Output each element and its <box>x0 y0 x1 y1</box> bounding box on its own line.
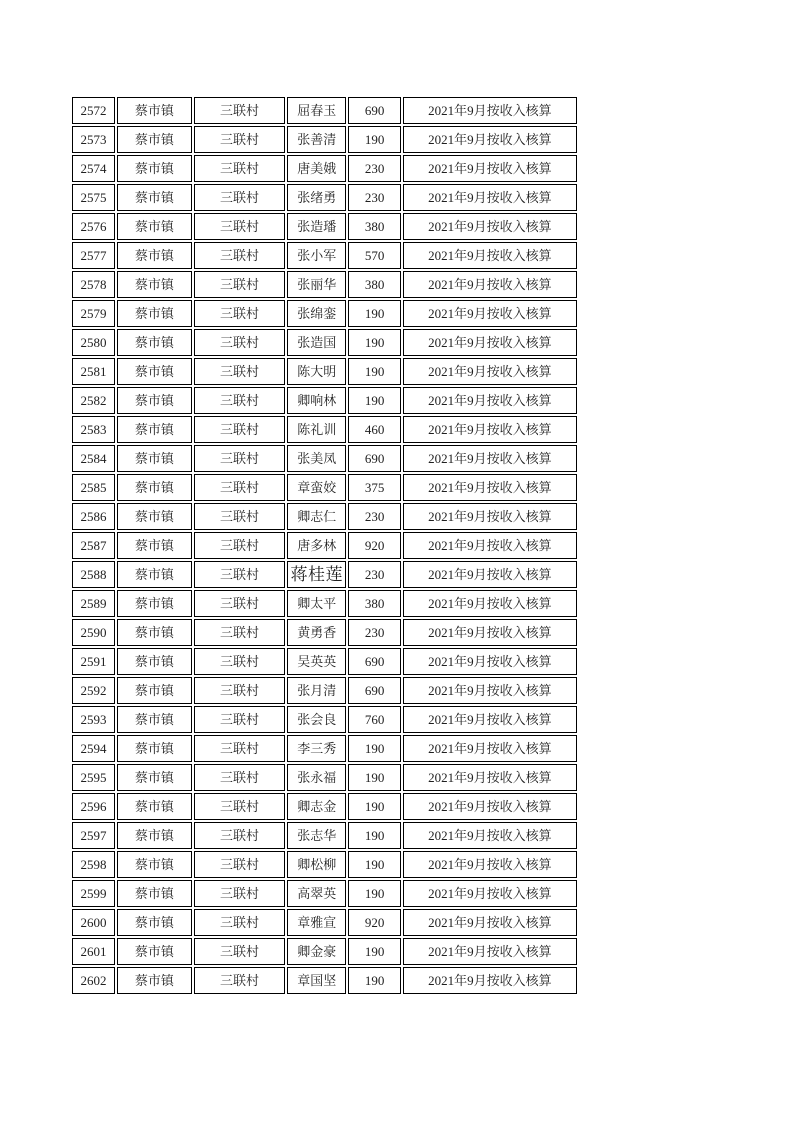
cell-village: 三联村 <box>194 271 285 298</box>
cell-village: 三联村 <box>194 677 285 704</box>
cell-amount: 190 <box>348 764 400 791</box>
cell-person-name: 张月清 <box>287 677 346 704</box>
cell-serial-number: 2577 <box>72 242 115 269</box>
cell-person-name: 卿金豪 <box>287 938 346 965</box>
cell-amount: 190 <box>348 300 400 327</box>
table-row <box>72 445 577 472</box>
cell-person-name: 张永福 <box>287 764 346 791</box>
cell-person-name: 张志华 <box>287 822 346 849</box>
cell-remark: 2021年9月按收入核算 <box>403 184 577 211</box>
cell-amount: 230 <box>348 155 400 182</box>
cell-amount: 190 <box>348 967 400 994</box>
cell-town: 蔡市镇 <box>117 126 192 153</box>
cell-serial-number: 2580 <box>72 329 115 356</box>
cell-village: 三联村 <box>194 793 285 820</box>
cell-serial-number: 2596 <box>72 793 115 820</box>
cell-amount: 190 <box>348 793 400 820</box>
cell-remark: 2021年9月按收入核算 <box>403 967 577 994</box>
cell-town: 蔡市镇 <box>117 242 192 269</box>
table-row <box>72 271 577 298</box>
cell-town: 蔡市镇 <box>117 97 192 124</box>
cell-serial-number: 2588 <box>72 561 115 588</box>
cell-village: 三联村 <box>194 648 285 675</box>
cell-town: 蔡市镇 <box>117 822 192 849</box>
cell-village: 三联村 <box>194 184 285 211</box>
cell-person-name: 卿响林 <box>287 387 346 414</box>
cell-village: 三联村 <box>194 619 285 646</box>
cell-village: 三联村 <box>194 474 285 501</box>
cell-village: 三联村 <box>194 213 285 240</box>
cell-remark: 2021年9月按收入核算 <box>403 561 577 588</box>
cell-serial-number: 2585 <box>72 474 115 501</box>
cell-village: 三联村 <box>194 532 285 559</box>
table-row <box>72 387 577 414</box>
cell-town: 蔡市镇 <box>117 329 192 356</box>
cell-remark: 2021年9月按收入核算 <box>403 909 577 936</box>
cell-person-name: 章蛮姣 <box>287 474 346 501</box>
cell-serial-number: 2592 <box>72 677 115 704</box>
cell-person-name: 张造国 <box>287 329 346 356</box>
cell-village: 三联村 <box>194 938 285 965</box>
cell-serial-number: 2591 <box>72 648 115 675</box>
cell-person-name: 高翠英 <box>287 880 346 907</box>
cell-town: 蔡市镇 <box>117 271 192 298</box>
cell-serial-number: 2593 <box>72 706 115 733</box>
table-row <box>72 648 577 675</box>
cell-village: 三联村 <box>194 735 285 762</box>
cell-person-name: 卿志金 <box>287 793 346 820</box>
cell-amount: 760 <box>348 706 400 733</box>
cell-remark: 2021年9月按收入核算 <box>403 155 577 182</box>
table-row <box>72 503 577 530</box>
cell-serial-number: 2578 <box>72 271 115 298</box>
cell-person-name: 张会良 <box>287 706 346 733</box>
cell-amount: 190 <box>348 329 400 356</box>
cell-amount: 380 <box>348 213 400 240</box>
cell-village: 三联村 <box>194 851 285 878</box>
cell-remark: 2021年9月按收入核算 <box>403 126 577 153</box>
cell-serial-number: 2583 <box>72 416 115 443</box>
cell-serial-number: 2587 <box>72 532 115 559</box>
cell-serial-number: 2575 <box>72 184 115 211</box>
cell-remark: 2021年9月按收入核算 <box>403 474 577 501</box>
cell-remark: 2021年9月按收入核算 <box>403 97 577 124</box>
table-row <box>72 764 577 791</box>
cell-village: 三联村 <box>194 880 285 907</box>
cell-person-name: 唐美娥 <box>287 155 346 182</box>
cell-serial-number: 2601 <box>72 938 115 965</box>
cell-person-name: 唐多林 <box>287 532 346 559</box>
table-row <box>72 909 577 936</box>
cell-amount: 920 <box>348 532 400 559</box>
cell-amount: 190 <box>348 851 400 878</box>
cell-amount: 380 <box>348 590 400 617</box>
cell-serial-number: 2572 <box>72 97 115 124</box>
cell-remark: 2021年9月按收入核算 <box>403 329 577 356</box>
table-row <box>72 300 577 327</box>
cell-amount: 230 <box>348 619 400 646</box>
cell-person-name: 陈礼训 <box>287 416 346 443</box>
cell-person-name: 章国坚 <box>287 967 346 994</box>
cell-serial-number: 2582 <box>72 387 115 414</box>
cell-person-name: 卿太平 <box>287 590 346 617</box>
cell-village: 三联村 <box>194 126 285 153</box>
cell-amount: 380 <box>348 271 400 298</box>
cell-amount: 460 <box>348 416 400 443</box>
table-row <box>72 358 577 385</box>
cell-person-name: 屈春玉 <box>287 97 346 124</box>
cell-remark: 2021年9月按收入核算 <box>403 242 577 269</box>
cell-remark: 2021年9月按收入核算 <box>403 735 577 762</box>
cell-town: 蔡市镇 <box>117 851 192 878</box>
table-row <box>72 938 577 965</box>
cell-village: 三联村 <box>194 590 285 617</box>
cell-town: 蔡市镇 <box>117 416 192 443</box>
cell-town: 蔡市镇 <box>117 445 192 472</box>
cell-remark: 2021年9月按收入核算 <box>403 445 577 472</box>
cell-serial-number: 2600 <box>72 909 115 936</box>
cell-town: 蔡市镇 <box>117 590 192 617</box>
table-row <box>72 416 577 443</box>
cell-village: 三联村 <box>194 387 285 414</box>
table-row <box>72 561 577 588</box>
cell-town: 蔡市镇 <box>117 532 192 559</box>
cell-serial-number: 2573 <box>72 126 115 153</box>
cell-serial-number: 2595 <box>72 764 115 791</box>
cell-remark: 2021年9月按收入核算 <box>403 300 577 327</box>
cell-serial-number: 2597 <box>72 822 115 849</box>
table-row <box>72 851 577 878</box>
table-row <box>72 474 577 501</box>
cell-remark: 2021年9月按收入核算 <box>403 706 577 733</box>
cell-person-name: 李三秀 <box>287 735 346 762</box>
cell-amount: 190 <box>348 126 400 153</box>
cell-town: 蔡市镇 <box>117 706 192 733</box>
cell-village: 三联村 <box>194 358 285 385</box>
cell-amount: 690 <box>348 648 400 675</box>
cell-serial-number: 2581 <box>72 358 115 385</box>
cell-town: 蔡市镇 <box>117 793 192 820</box>
table-row <box>72 532 577 559</box>
table-row <box>72 184 577 211</box>
cell-serial-number: 2586 <box>72 503 115 530</box>
cell-remark: 2021年9月按收入核算 <box>403 764 577 791</box>
table-row <box>72 793 577 820</box>
cell-amount: 230 <box>348 184 400 211</box>
cell-person-name: 张丽华 <box>287 271 346 298</box>
cell-village: 三联村 <box>194 561 285 588</box>
cell-village: 三联村 <box>194 155 285 182</box>
cell-serial-number: 2602 <box>72 967 115 994</box>
table-row <box>72 619 577 646</box>
table-row <box>72 880 577 907</box>
cell-town: 蔡市镇 <box>117 561 192 588</box>
cell-person-name: 蒋桂莲 <box>287 561 346 588</box>
table-row <box>72 97 577 124</box>
cell-amount: 190 <box>348 880 400 907</box>
cell-amount: 190 <box>348 387 400 414</box>
table-row <box>72 329 577 356</box>
cell-remark: 2021年9月按收入核算 <box>403 213 577 240</box>
cell-amount: 570 <box>348 242 400 269</box>
cell-person-name: 吴英英 <box>287 648 346 675</box>
cell-remark: 2021年9月按收入核算 <box>403 648 577 675</box>
cell-amount: 230 <box>348 503 400 530</box>
cell-person-name: 张绵銮 <box>287 300 346 327</box>
table-row <box>72 213 577 240</box>
cell-town: 蔡市镇 <box>117 184 192 211</box>
cell-remark: 2021年9月按收入核算 <box>403 358 577 385</box>
cell-serial-number: 2590 <box>72 619 115 646</box>
cell-serial-number: 2589 <box>72 590 115 617</box>
cell-amount: 920 <box>348 909 400 936</box>
cell-person-name: 张善清 <box>287 126 346 153</box>
cell-remark: 2021年9月按收入核算 <box>403 416 577 443</box>
cell-village: 三联村 <box>194 503 285 530</box>
cell-village: 三联村 <box>194 300 285 327</box>
cell-person-name: 张小军 <box>287 242 346 269</box>
cell-amount: 690 <box>348 97 400 124</box>
cell-serial-number: 2594 <box>72 735 115 762</box>
cell-town: 蔡市镇 <box>117 764 192 791</box>
cell-town: 蔡市镇 <box>117 967 192 994</box>
cell-remark: 2021年9月按收入核算 <box>403 503 577 530</box>
cell-amount: 190 <box>348 938 400 965</box>
table-row <box>72 126 577 153</box>
cell-remark: 2021年9月按收入核算 <box>403 793 577 820</box>
cell-village: 三联村 <box>194 909 285 936</box>
cell-amount: 190 <box>348 822 400 849</box>
cell-remark: 2021年9月按收入核算 <box>403 532 577 559</box>
cell-person-name: 张造璠 <box>287 213 346 240</box>
cell-remark: 2021年9月按收入核算 <box>403 590 577 617</box>
table-row <box>72 735 577 762</box>
cell-village: 三联村 <box>194 706 285 733</box>
cell-town: 蔡市镇 <box>117 503 192 530</box>
cell-village: 三联村 <box>194 764 285 791</box>
cell-serial-number: 2574 <box>72 155 115 182</box>
cell-village: 三联村 <box>194 329 285 356</box>
table-row <box>72 590 577 617</box>
cell-serial-number: 2579 <box>72 300 115 327</box>
cell-amount: 690 <box>348 445 400 472</box>
records-table <box>70 95 579 996</box>
cell-remark: 2021年9月按收入核算 <box>403 938 577 965</box>
cell-village: 三联村 <box>194 97 285 124</box>
cell-person-name: 卿松柳 <box>287 851 346 878</box>
cell-town: 蔡市镇 <box>117 358 192 385</box>
cell-town: 蔡市镇 <box>117 909 192 936</box>
cell-serial-number: 2576 <box>72 213 115 240</box>
table-row <box>72 677 577 704</box>
cell-amount: 230 <box>348 561 400 588</box>
cell-serial-number: 2584 <box>72 445 115 472</box>
cell-remark: 2021年9月按收入核算 <box>403 851 577 878</box>
cell-remark: 2021年9月按收入核算 <box>403 387 577 414</box>
cell-person-name: 张美凤 <box>287 445 346 472</box>
cell-town: 蔡市镇 <box>117 880 192 907</box>
cell-town: 蔡市镇 <box>117 474 192 501</box>
cell-remark: 2021年9月按收入核算 <box>403 271 577 298</box>
cell-person-name: 章雅宣 <box>287 909 346 936</box>
table-row <box>72 242 577 269</box>
cell-remark: 2021年9月按收入核算 <box>403 822 577 849</box>
cell-person-name: 卿志仁 <box>287 503 346 530</box>
cell-person-name: 陈大明 <box>287 358 346 385</box>
cell-remark: 2021年9月按收入核算 <box>403 880 577 907</box>
cell-amount: 690 <box>348 677 400 704</box>
cell-village: 三联村 <box>194 242 285 269</box>
cell-amount: 190 <box>348 358 400 385</box>
cell-town: 蔡市镇 <box>117 300 192 327</box>
cell-town: 蔡市镇 <box>117 735 192 762</box>
cell-amount: 190 <box>348 735 400 762</box>
cell-village: 三联村 <box>194 416 285 443</box>
cell-town: 蔡市镇 <box>117 648 192 675</box>
cell-person-name: 黄勇香 <box>287 619 346 646</box>
cell-serial-number: 2599 <box>72 880 115 907</box>
cell-town: 蔡市镇 <box>117 155 192 182</box>
table-row <box>72 706 577 733</box>
cell-town: 蔡市镇 <box>117 619 192 646</box>
cell-village: 三联村 <box>194 822 285 849</box>
cell-remark: 2021年9月按收入核算 <box>403 677 577 704</box>
table-row <box>72 155 577 182</box>
cell-town: 蔡市镇 <box>117 387 192 414</box>
cell-person-name: 张绪勇 <box>287 184 346 211</box>
cell-town: 蔡市镇 <box>117 677 192 704</box>
table-row <box>72 967 577 994</box>
cell-serial-number: 2598 <box>72 851 115 878</box>
cell-town: 蔡市镇 <box>117 938 192 965</box>
cell-town: 蔡市镇 <box>117 213 192 240</box>
cell-village: 三联村 <box>194 445 285 472</box>
cell-amount: 375 <box>348 474 400 501</box>
table-row <box>72 822 577 849</box>
cell-village: 三联村 <box>194 967 285 994</box>
cell-remark: 2021年9月按收入核算 <box>403 619 577 646</box>
